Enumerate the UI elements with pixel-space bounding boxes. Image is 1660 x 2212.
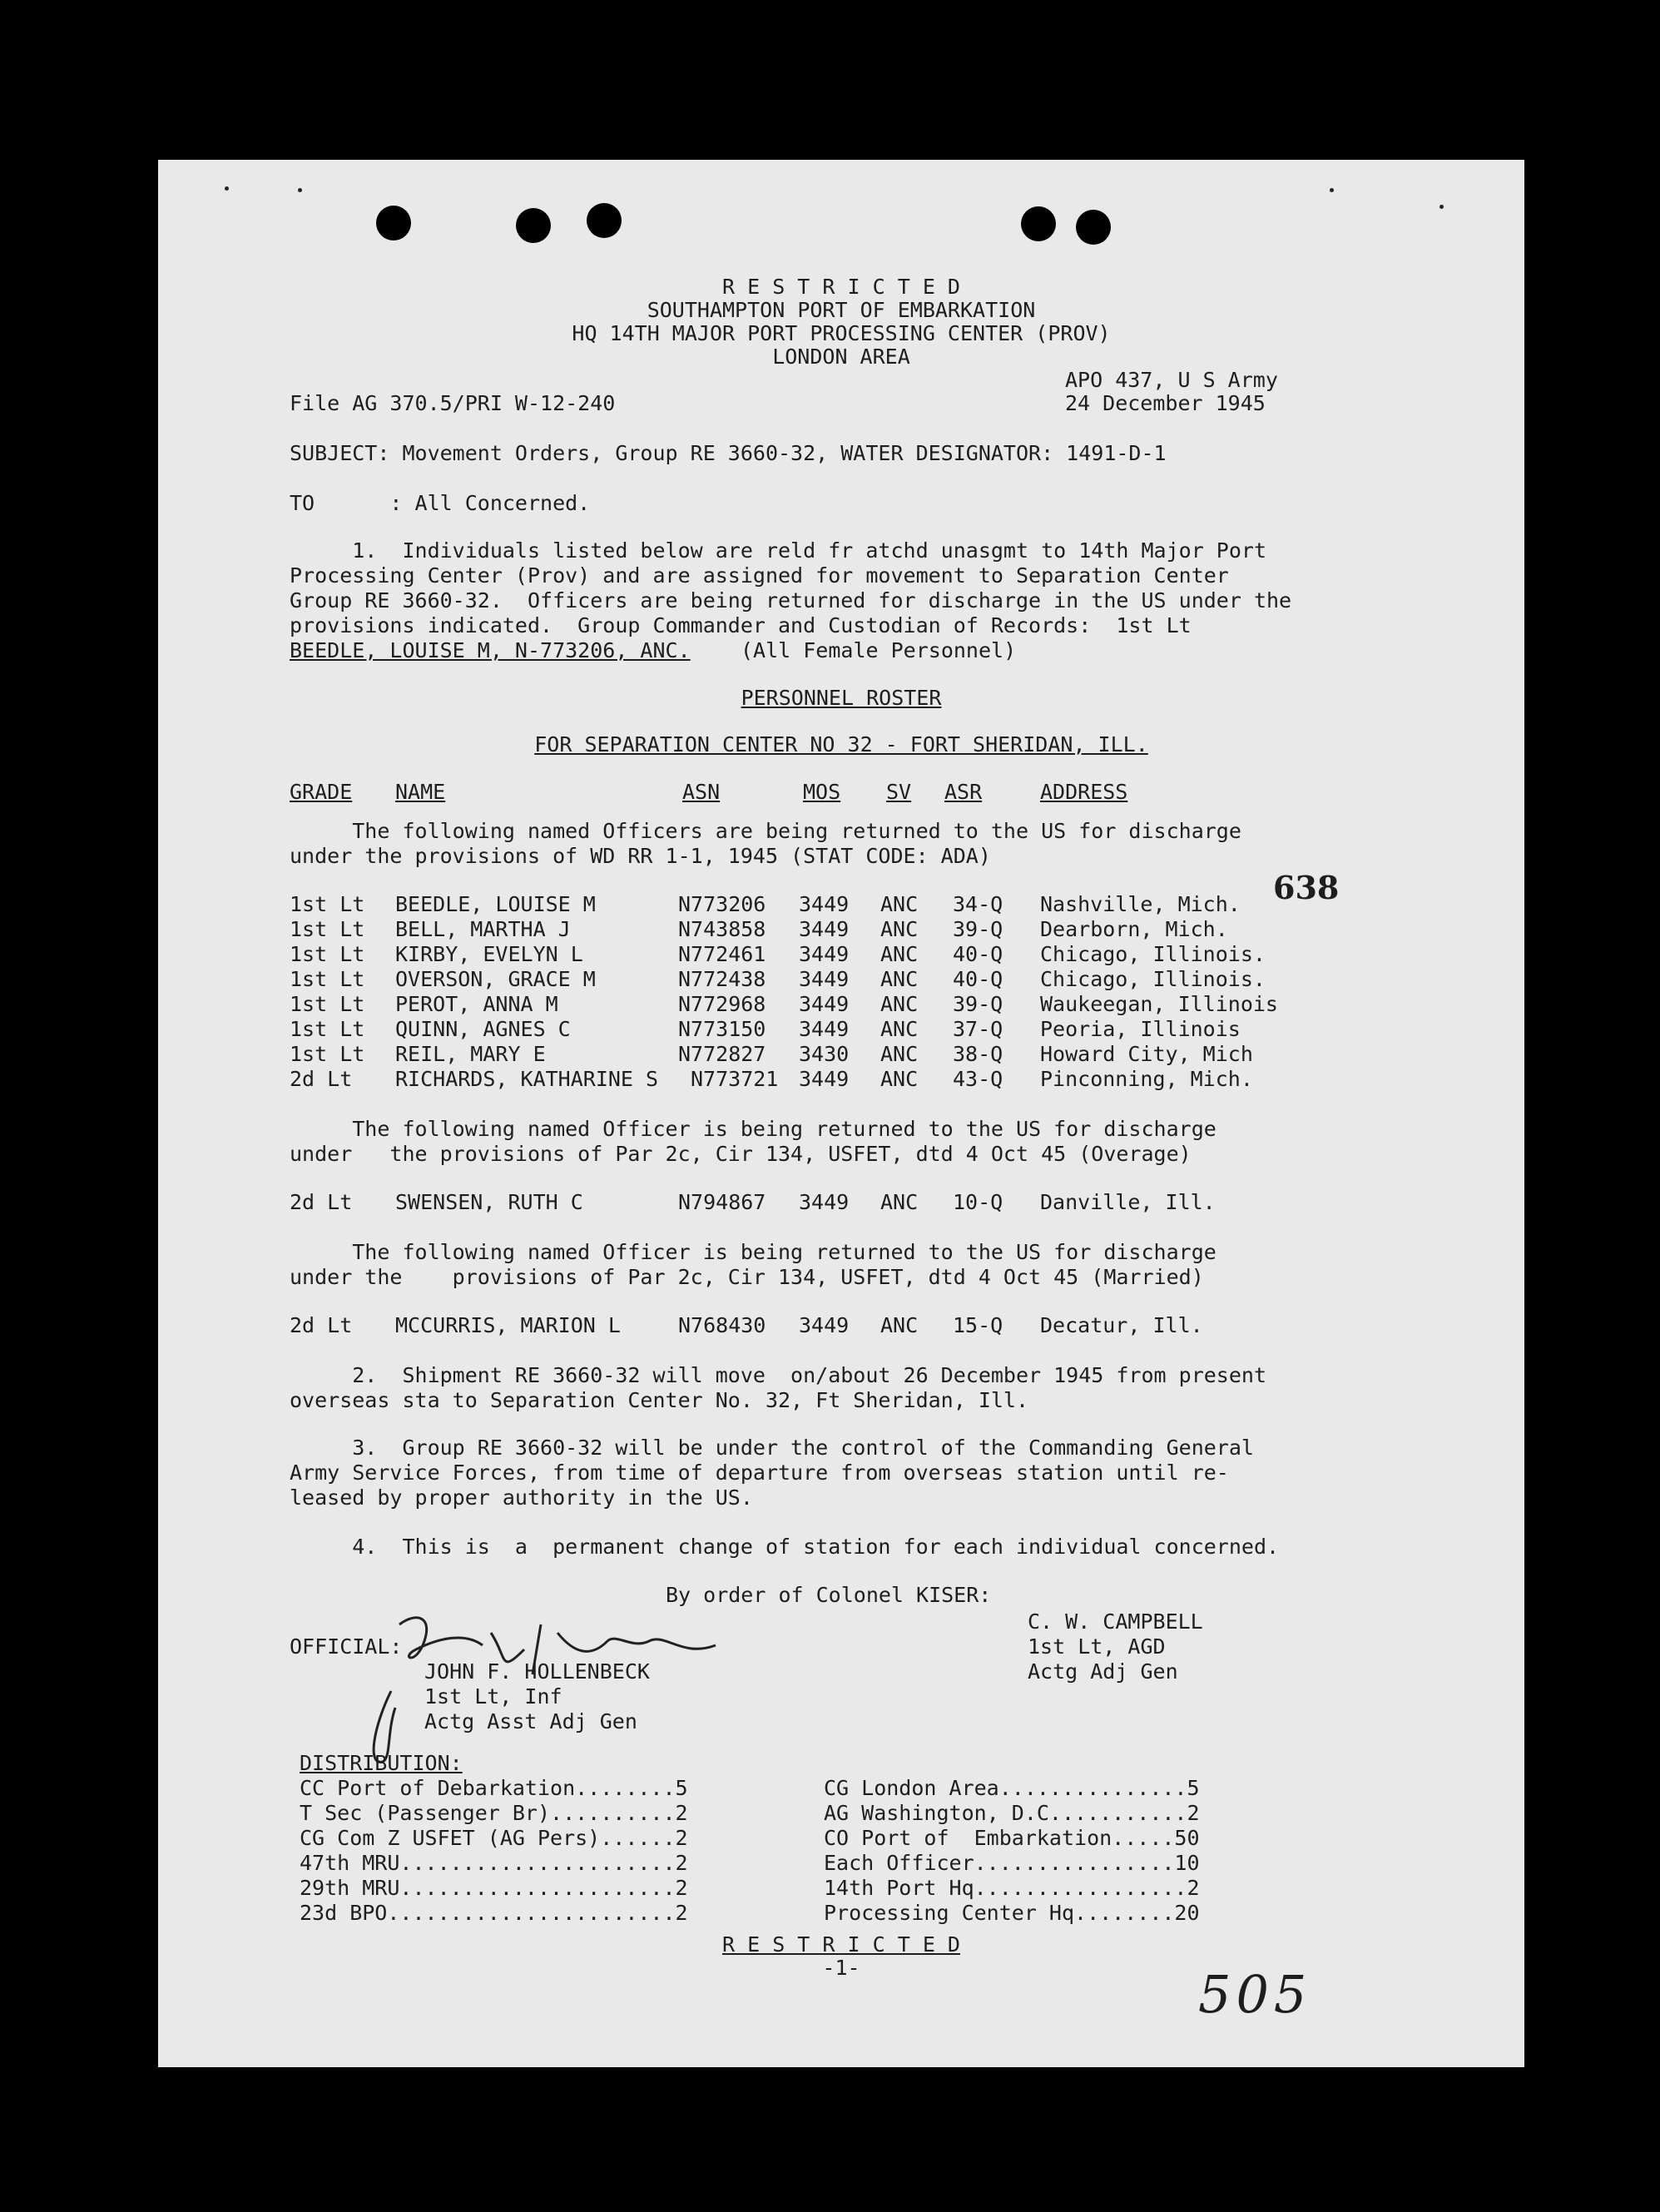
right-signer-title: Actg Adj Gen — [1028, 1659, 1178, 1684]
cell-asr: 37-Q — [953, 1017, 1003, 1041]
para1-line: provisions indicated. Group Commander and Custodian of Records: 1st Lt — [290, 613, 1192, 637]
cell-name: REIL, MARY E — [395, 1042, 546, 1066]
header-line2: HQ 14TH MAJOR PORT PROCESSING CENTER (PROV) — [572, 321, 1111, 345]
para3-line: leased by proper authority in the US. — [290, 1485, 753, 1510]
cell-asr: 39-Q — [953, 917, 1003, 941]
cell-sv: ANC — [880, 1313, 919, 1337]
cell-address: Chicago, Illinois. — [1040, 967, 1266, 991]
cell-sv: ANC — [880, 1017, 919, 1041]
cell-asr: 38-Q — [953, 1042, 1003, 1066]
right-signer-rank: 1st Lt, AGD — [1028, 1634, 1166, 1659]
col-asr: ASR — [944, 780, 983, 804]
date-line: 24 December 1945 — [1065, 391, 1266, 415]
cell-address: Waukeegan, Illinois — [1040, 992, 1278, 1016]
table-row — [158, 1042, 1524, 1067]
cell-name: RICHARDS, KATHARINE S — [395, 1067, 659, 1091]
cell-address: Dearborn, Mich. — [1040, 917, 1228, 941]
para3-line: 3. Group RE 3660-32 will be under the control of the Commanding General — [290, 1436, 1254, 1460]
left-signer-title: Actg Asst Adj Gen — [424, 1709, 637, 1733]
classification-bottom: R E S T R I C T E D — [722, 1932, 960, 1957]
punch-hole — [516, 208, 551, 243]
cell-grade: 2d Lt — [290, 1313, 353, 1337]
cell-address: Pinconning, Mich. — [1040, 1067, 1253, 1091]
para1-line: Processing Center (Prov) and are assigned for movement to Separation Center — [290, 563, 1229, 588]
cell-sv: ANC — [880, 1067, 919, 1091]
para4-line: 4. This is a permanent change of station for each individual concerned. — [290, 1535, 1280, 1559]
cell-mos: 3449 — [799, 967, 850, 991]
cell-asn: N772438 — [678, 967, 766, 991]
distribution-right-item: CO Port of Embarkation.....50 — [824, 1826, 1200, 1850]
cell-address: Howard City, Mich — [1040, 1042, 1253, 1066]
right-signer-name: C. W. CAMPBELL — [1028, 1609, 1203, 1634]
cell-mos: 3449 — [799, 1313, 850, 1337]
cell-asr: 15-Q — [953, 1313, 1003, 1337]
table-row — [158, 892, 1524, 917]
col-mos: MOS — [803, 780, 841, 804]
distribution-left-item: CC Port of Debarkation........5 — [300, 1776, 688, 1800]
para1-line: Group RE 3660-32. Officers are being returned for discharge in the US under the — [290, 588, 1292, 613]
roster-title: PERSONNEL ROSTER — [741, 686, 942, 710]
header-line3: LONDON AREA — [772, 345, 910, 369]
page-number: -1- — [822, 1956, 860, 1980]
cell-grade: 1st Lt — [290, 917, 365, 941]
cell-name: BELL, MARTHA J — [395, 917, 571, 941]
cell-name: OVERSON, GRACE M — [395, 967, 596, 991]
para2-line: overseas sta to Separation Center No. 32, Ft Sheridan, Ill. — [290, 1388, 1029, 1412]
left-signer-rank: 1st Lt, Inf — [424, 1684, 562, 1709]
cell-asr: 43-Q — [953, 1067, 1003, 1091]
cell-name: KIRBY, EVELYN L — [395, 942, 583, 966]
cell-mos: 3449 — [799, 992, 850, 1016]
cell-sv: ANC — [880, 967, 919, 991]
cell-name: MCCURRIS, MARION L — [395, 1313, 621, 1337]
distribution-left-item: 47th MRU......................2 — [300, 1851, 688, 1875]
left-signer-name: JOHN F. HOLLENBECK — [424, 1659, 650, 1684]
cell-mos: 3449 — [799, 1067, 850, 1091]
official-label: OFFICIAL: — [290, 1634, 403, 1659]
cell-asr: 39-Q — [953, 992, 1003, 1016]
cell-asr: 40-Q — [953, 967, 1003, 991]
cell-address: Danville, Ill. — [1040, 1190, 1216, 1214]
table-row — [158, 942, 1524, 967]
group2-intro: The following named Officer is being returned to the US for discharge — [290, 1117, 1217, 1141]
cell-sv: ANC — [880, 942, 919, 966]
table-row — [158, 992, 1524, 1017]
col-sv: SV — [886, 780, 912, 804]
cell-grade: 2d Lt — [290, 1067, 353, 1091]
group1-intro: The following named Officers are being returned to the US for discharge — [290, 819, 1241, 843]
cell-mos: 3430 — [799, 1042, 850, 1066]
cell-asn: N772827 — [678, 1042, 766, 1066]
punch-hole — [587, 203, 622, 238]
cell-mos: 3449 — [799, 1190, 850, 1214]
col-asn: ASN — [682, 780, 721, 804]
subject-line: SUBJECT: Movement Orders, Group RE 3660-32, WATER DESIGNATOR: 1491-D-1 — [290, 441, 1167, 465]
distribution-right-item: CG London Area...............5 — [824, 1776, 1200, 1800]
punch-hole — [1021, 206, 1056, 241]
handwritten-number: 505 — [1198, 1964, 1312, 2025]
group1-intro: under the provisions of WD RR 1-1, 1945 (STAT CODE: ADA) — [290, 844, 991, 868]
cell-asn: N773150 — [678, 1017, 766, 1041]
para1-line: 1. Individuals listed below are reld fr atchd unasgmt to 14th Major Port — [290, 538, 1266, 563]
cell-grade: 2d Lt — [290, 1190, 353, 1214]
cell-name: QUINN, AGNES C — [395, 1017, 571, 1041]
cell-sv: ANC — [880, 992, 919, 1016]
cell-asn: N773721 — [691, 1067, 779, 1091]
cell-sv: ANC — [880, 917, 919, 941]
roster-header-row — [158, 780, 1524, 805]
cell-grade: 1st Lt — [290, 1042, 365, 1066]
cell-asr: 34-Q — [953, 892, 1003, 916]
speck — [225, 186, 229, 191]
distribution-right-item: 14th Port Hq.................2 — [824, 1876, 1200, 1900]
para3-line: Army Service Forces, from time of departure from overseas station until re- — [290, 1461, 1229, 1485]
to-line: TO : All Concerned. — [290, 491, 591, 515]
table-row — [158, 1017, 1524, 1042]
cell-asn: N773206 — [678, 892, 766, 916]
distribution-left-item: 23d BPO.......................2 — [300, 1901, 688, 1925]
group-commander-name: BEEDLE, LOUISE M, N-773206, ANC. — [290, 638, 691, 662]
header-line1: SOUTHAMPTON PORT OF EMBARKATION — [647, 298, 1036, 322]
cell-asr: 10-Q — [953, 1190, 1003, 1214]
cell-address: Chicago, Illinois. — [1040, 942, 1266, 966]
table-row — [158, 1190, 1524, 1215]
cell-address: Peoria, Illinois — [1040, 1017, 1241, 1041]
cell-sv: ANC — [880, 892, 919, 916]
col-name: NAME — [395, 780, 446, 804]
cell-mos: 3449 — [799, 942, 850, 966]
col-address: ADDRESS — [1040, 780, 1128, 804]
group2-intro: under the provisions of Par 2c, Cir 134, USFET, dtd 4 Oct 45 (Overage) — [290, 1142, 1192, 1166]
cell-grade: 1st Lt — [290, 942, 365, 966]
by-order-line: By order of Colonel KISER: — [666, 1583, 992, 1607]
roster-subtitle: FOR SEPARATION CENTER NO 32 - FORT SHERIDAN, ILL. — [534, 732, 1148, 756]
cell-address: Decatur, Ill. — [1040, 1313, 1203, 1337]
group3-intro: under the provisions of Par 2c, Cir 134, USFET, dtd 4 Oct 45 (Married) — [290, 1265, 1204, 1289]
file-number: File AG 370.5/PRI W-12-240 — [290, 391, 616, 415]
speck — [298, 188, 302, 192]
distribution-left-item: CG Com Z USFET (AG Pers)......2 — [300, 1826, 688, 1850]
cell-mos: 3449 — [799, 917, 850, 941]
distribution-label: DISTRIBUTION: — [300, 1751, 463, 1775]
cell-asn: N743858 — [678, 917, 766, 941]
group3-intro: The following named Officer is being returned to the US for discharge — [290, 1240, 1217, 1264]
cell-asn: N772461 — [678, 942, 766, 966]
distribution-right-item: AG Washington, D.C...........2 — [824, 1801, 1200, 1825]
cell-name: SWENSEN, RUTH C — [395, 1190, 583, 1214]
punch-hole — [376, 206, 411, 241]
speck — [1330, 188, 1334, 192]
distribution-right-item: Processing Center Hq........20 — [824, 1901, 1200, 1925]
stamp-number: 638 — [1273, 869, 1340, 906]
para2-line: 2. Shipment RE 3660-32 will move on/about 26 December 1945 from present — [290, 1363, 1266, 1387]
col-grade: GRADE — [290, 780, 353, 804]
cell-sv: ANC — [880, 1042, 919, 1066]
table-row — [158, 967, 1524, 992]
punch-hole — [1076, 210, 1111, 245]
cell-asn: N794867 — [678, 1190, 766, 1214]
cell-mos: 3449 — [799, 1017, 850, 1041]
document-page — [158, 160, 1524, 2067]
cell-address: Nashville, Mich. — [1040, 892, 1241, 916]
cell-name: PEROT, ANNA M — [395, 992, 558, 1016]
table-row — [158, 1067, 1524, 1092]
table-row — [158, 917, 1524, 942]
table-row — [158, 1313, 1524, 1338]
cell-asn: N768430 — [678, 1313, 766, 1337]
speck — [1439, 205, 1444, 209]
classification-top: R E S T R I C T E D — [722, 275, 960, 299]
apo-line: APO 437, U S Army — [1065, 368, 1278, 392]
distribution-left-item: T Sec (Passenger Br)..........2 — [300, 1801, 688, 1825]
distribution-left-item: 29th MRU......................2 — [300, 1876, 688, 1900]
cell-asn: N772968 — [678, 992, 766, 1016]
cell-asr: 40-Q — [953, 942, 1003, 966]
cell-grade: 1st Lt — [290, 992, 365, 1016]
distribution-right-item: Each Officer................10 — [824, 1851, 1200, 1875]
cell-grade: 1st Lt — [290, 967, 365, 991]
cell-grade: 1st Lt — [290, 1017, 365, 1041]
cell-grade: 1st Lt — [290, 892, 365, 916]
cell-mos: 3449 — [799, 892, 850, 916]
cell-name: BEEDLE, LOUISE M — [395, 892, 596, 916]
commander-note: (All Female Personnel) — [741, 638, 1017, 662]
cell-sv: ANC — [880, 1190, 919, 1214]
